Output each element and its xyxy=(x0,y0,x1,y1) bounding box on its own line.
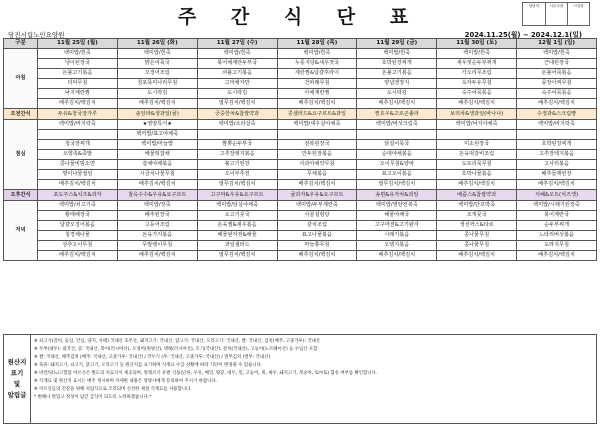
col-header-day: 12월 1일 (일) xyxy=(517,39,597,49)
menu-cell: 찰옥수수&우유&요구르트 xyxy=(117,190,197,201)
meal-row xyxy=(4,150,597,160)
meal-row xyxy=(4,120,597,130)
menu-cell: 배추김치/백김치 xyxy=(517,251,597,261)
menu-cell: 소고기뭇국 xyxy=(197,211,277,221)
menu-cell: 백미밥/단호박죽 xyxy=(437,201,517,211)
menu-cell: 달걀오징어볶음 xyxy=(38,221,118,231)
meal-category-label: 저녁 xyxy=(4,201,38,261)
menu-cell: 닭설어묵국 xyxy=(357,140,437,150)
menu-cell xyxy=(517,130,597,140)
menu-cell: 돈육찜&새우볶음 xyxy=(197,221,277,231)
menu-cell: 생선까스&타르 xyxy=(437,221,517,231)
menu-cell: 백미밥/흰죽 xyxy=(38,49,118,59)
menu-cell: 낙지계란찜 xyxy=(38,89,118,99)
menu-cell: 백미밥/두부계란죽 xyxy=(277,201,357,211)
meal-category-label: 점심 xyxy=(4,120,38,190)
menu-cell: 호박된장찌개 xyxy=(517,140,597,150)
menu-cell: 송편&유자차&과일 xyxy=(357,190,437,201)
menu-cell: 고추장돼지볶음 xyxy=(197,150,277,160)
menu-cell: 백미밥/쇠고기죽 xyxy=(38,201,118,211)
menu-cell: 과일샐러드 xyxy=(197,241,277,251)
menu-cell: 북어계란국 xyxy=(517,211,597,221)
menu-cell: 백미밥/영양전복죽 xyxy=(357,201,437,211)
menu-cell: 배추김치/백김치 xyxy=(38,180,118,190)
menu-cell: 마늘쫑무침 xyxy=(277,241,357,251)
menu-cell xyxy=(277,130,357,140)
menu-cell: 배추김치/백김치 xyxy=(437,180,517,190)
menu-cell: 고구마&우유&요구르트 xyxy=(197,190,277,201)
meal-row xyxy=(4,79,597,89)
menu-cell: 식혜&오트(치즈캣) xyxy=(517,190,597,201)
menu-cell: 건파래무침 xyxy=(277,79,357,89)
meal-row xyxy=(4,180,597,190)
menu-cell: 무말랭이무침 xyxy=(117,241,197,251)
col-header-category: 구분 xyxy=(4,39,38,49)
menu-cell: 청국장찌개 xyxy=(38,140,118,150)
menu-cell: 계란찜&달걀후라이 xyxy=(277,69,357,79)
meal-category-label: 오후간식 xyxy=(4,190,38,201)
meal-row xyxy=(4,221,597,231)
meal-row xyxy=(4,251,597,261)
menu-body xyxy=(4,49,597,261)
menu-cell: 숙주어묵볶음 xyxy=(437,89,517,99)
menu-cell: 백미밥/낙지야채죽 xyxy=(437,120,517,130)
menu-cell: 백미밥/표고야채죽 xyxy=(117,130,197,140)
menu-cell: 사과야채약무침 xyxy=(277,160,357,170)
notes-label-line: 원산지 xyxy=(7,358,27,366)
menu-cell: 뭉장아찌무침 xyxy=(517,79,597,89)
menu-cell: 배추김치/백김치 xyxy=(517,99,597,109)
menu-cell: 새우젓순두부찌개 xyxy=(437,59,517,69)
menu-cell xyxy=(197,130,277,140)
menu-cell: 백미밥/흰죽 xyxy=(277,49,357,59)
meal-row xyxy=(4,59,597,69)
menu-cell: 명이나물절임 xyxy=(38,170,118,180)
menu-cell: 백미밥/버섯크림죽 xyxy=(357,120,437,130)
menu-cell: 열무김치/백김치 xyxy=(197,99,277,109)
menu-cell: 배추김치/백김치 xyxy=(357,99,437,109)
notes-label-line: 표기 xyxy=(10,369,24,377)
menu-cell: 미소된장국 xyxy=(437,140,517,150)
menu-cell: 도시락김 xyxy=(197,89,277,99)
menu-cell: 백미밥/바지락죽 xyxy=(517,120,597,130)
meal-row xyxy=(4,140,597,150)
menu-cell: 오향족&족발 xyxy=(38,150,118,160)
menu-cell: 돈육가지볶음 xyxy=(117,231,197,241)
menu-cell: 쇠불고기볶음 xyxy=(197,69,277,79)
menu-cell: 도시락김 xyxy=(357,89,437,99)
menu-cell: 배추김치/백김치 xyxy=(117,251,197,261)
menu-cell: 배추김치/백김치 xyxy=(38,251,118,261)
meal-row xyxy=(4,49,597,59)
menu-cell: 콩샐러드&요구르트&과일 xyxy=(277,109,357,120)
snack-row xyxy=(4,190,597,201)
menu-cell: 배추김치/백김치 xyxy=(357,251,437,261)
menu-cell: 배추김치/백김치 xyxy=(437,251,517,261)
note-line: ※ 식재료 및 원산지 표시는 매주 게시하며 자세한 내용은 영양사에게 문의하여 주시기 바랍니다. xyxy=(34,379,217,384)
col-header-day: 11월 25일 (월) xyxy=(38,39,118,49)
menu-cell: 청경채나물 xyxy=(38,231,118,241)
menu-cell: 황태해장국 xyxy=(38,211,118,221)
note-line: * 변해나 맛있고 정성이 담긴 급식이 되도록 노력하겠습니다.* xyxy=(34,395,152,400)
menu-cell: 잡채야채볶음 xyxy=(117,160,197,170)
menu-cell: 찐호우&고르곤졸라 xyxy=(357,109,437,120)
menu-cell: 호박나물볶음 xyxy=(437,170,517,180)
menu-cell: 배추된장국 xyxy=(117,211,197,221)
menu-cell: 콩나물무침 xyxy=(437,231,517,241)
menu-cell: 배추김치/백김치 xyxy=(277,180,357,190)
menu-cell: 배추김치/백김치 xyxy=(437,99,517,109)
menu-cell: 배즙스&찹쌀약과 xyxy=(437,190,517,201)
col-header-day: 11월 26일 (화) xyxy=(117,39,197,49)
menu-cell: 가오리무조림 xyxy=(437,69,517,79)
meal-row xyxy=(4,170,597,180)
menu-cell: 백미밥/흰죽 xyxy=(357,49,437,59)
snack-row xyxy=(4,109,597,120)
menu-cell: 열무김치/백김치 xyxy=(197,251,277,261)
menu-cell: 포도주스&치즈&과자 xyxy=(38,190,118,201)
menu-cell xyxy=(357,130,437,140)
menu-cell: 무채볶음 xyxy=(277,170,357,180)
menu-cell: 냉이된장국 xyxy=(38,59,118,69)
menu-cell: 백미밥/흰죽 xyxy=(117,49,197,59)
menu-cell: 백미밥/마늘밥 xyxy=(117,140,197,150)
menu-cell: 청포묵미나리무침 xyxy=(117,79,197,89)
meal-category-label: 오전간식 xyxy=(4,109,38,120)
col-header-day: 11월 27일 (수) xyxy=(197,39,277,49)
meal-row xyxy=(4,99,597,109)
menu-cell: 만두된장볶음 xyxy=(277,150,357,160)
menu-cell: 아채계란찜 xyxy=(277,89,357,99)
menu-cell: 시래기볶음 xyxy=(357,231,437,241)
menu-cell: 사골설렁탕 xyxy=(277,211,357,221)
menu-cell: 북어채계란두부국 xyxy=(197,59,277,69)
menu-cell: 도시락김 xyxy=(117,89,197,99)
menu-cell: 오뎅지볶음 xyxy=(357,241,437,251)
note-line: ※ 두부(대두): 외국산, 콩: 국내산, 북어(러시아산), 오징어(원양산), 명태(러시아산), 조기(국내산), 갈치(국내산), 고등어(노르웨이산) 등 수입산 포함 xyxy=(34,347,318,352)
menu-cell: 짬뽕순두부국 xyxy=(197,140,277,150)
table-header-row xyxy=(4,39,597,49)
menu-cell: ★영양특식★ xyxy=(117,120,197,130)
menu-cell: 불고기된장 xyxy=(197,160,277,170)
menu-cell: 배추김치/백김치 xyxy=(277,99,357,109)
menu-cell: 갈치조림 xyxy=(277,221,357,231)
col-header-day: 11월 28일 (목) xyxy=(277,39,357,49)
menu-cell: 백미밥/흰죽 xyxy=(517,49,597,59)
menu-cell: 백미밥/시래기된장죽 xyxy=(517,201,597,211)
menu-cell: 오징어조림 xyxy=(117,69,197,79)
menu-cell: 도라지무침 xyxy=(517,241,597,251)
menu-cell: 표고오이볶음 xyxy=(357,170,437,180)
menu-cell: 열무김치/백김치 xyxy=(197,180,277,190)
meal-category-label: 아침 xyxy=(4,49,38,109)
approval-staff: 담당자 xyxy=(528,4,540,8)
menu-cell: 열무김치/백김치 xyxy=(357,180,437,190)
menu-cell: 숙주어묵볶음 xyxy=(517,89,597,99)
menu-cell: 백미밥/흰죽 xyxy=(437,49,517,59)
menu-cell: 궁중한차&찹쌀약과 xyxy=(197,109,277,120)
menu-cell: 순대야채볶음 xyxy=(357,150,437,160)
note-line: ※ 쇠고기(갈비, 등심, 안심, 양지, 사태) 국내산 호주산, 돼지고기: 국내산, 닭고기: 국내산, 오리고기: 국내산, 쌀: 국내산, 김치(배추, 고춧가루): 국내산 xyxy=(34,339,321,344)
meal-row xyxy=(4,201,597,211)
menu-cell: 솔앙파&생과일(귤) xyxy=(117,109,197,120)
menu-cell: 해물야채국 xyxy=(357,211,437,221)
menu-cell: 백미밥/바지락죽 xyxy=(38,120,118,130)
menu-cell: 도토리묵무침 xyxy=(437,160,517,170)
note-line: ※ 육류: 돼지고기, 쇠고기, 닭고기, 오리고기 등 원산지를 표기하며 식재료 수급 상황에 따라 식단이 변경될 수 있습니다. xyxy=(34,363,263,368)
menu-cell: 시금치나물무침 xyxy=(117,170,197,180)
menu-cell: 백미밥/닭살야채죽 xyxy=(197,201,277,211)
meal-row xyxy=(4,241,597,251)
col-header-day: 11월 29일 (금) xyxy=(357,39,437,49)
approval-director: 시설장 xyxy=(567,3,589,25)
menu-cell: 옥자두유무침 xyxy=(437,79,517,89)
facility-name: 당진시립노인요양원 xyxy=(8,31,65,39)
note-line: ※ 쌀: 국내산, 배추김치 (배추: 국내산, 고춧가루: 국내산) / 깍두기 (무: 국내산, 고춧가루: 국내산) / 열무김치 (열무: 국내산) xyxy=(34,355,271,360)
menu-cell: 해물완자전&해물 xyxy=(197,231,277,241)
notes-label xyxy=(4,335,31,423)
menu-cell: 오이무침&양파 xyxy=(357,160,437,170)
notes-section xyxy=(3,334,597,424)
col-header-day: 11월 30일 (토) xyxy=(437,39,517,49)
menu-cell: 고추장돼지볶음 xyxy=(517,150,597,160)
menu-cell: 조개뭇국 xyxy=(437,211,517,221)
menu-cell: 맑은어묵국 xyxy=(117,59,197,69)
meal-row xyxy=(4,160,597,170)
menu-cell: 귤과자&우유&요구르트 xyxy=(277,190,357,201)
menu-cell: 백미밥/새우살야채죽 xyxy=(277,120,357,130)
menu-cell: 수정과&스크림빵 xyxy=(517,109,597,120)
meal-row xyxy=(4,69,597,79)
menu-cell: 근대된장국 xyxy=(517,59,597,69)
meal-row xyxy=(4,211,597,221)
notes-label-line: 및 xyxy=(13,380,21,388)
menu-cell: 느타리버섯볶음 xyxy=(517,231,597,241)
menu-cell: 순두부찌개 xyxy=(517,221,597,231)
menu-cell: 호박된장찌개 xyxy=(357,59,437,69)
menu-cell xyxy=(38,130,118,140)
approval-box xyxy=(522,2,590,26)
menu-cell: 고등어조림 xyxy=(117,221,197,231)
notes-label-line: 알림글 xyxy=(7,391,27,399)
menu-cell: 전복된장국 xyxy=(277,140,357,150)
menu-cell: 고사리볶음 xyxy=(517,160,597,170)
menu-cell: 해물떡잡채 xyxy=(117,150,197,160)
menu-cell: 돈육떡갈비조림 xyxy=(437,150,517,160)
menu-cell: 고마채자반 xyxy=(197,79,277,89)
menu-cell: 양념엔장지 xyxy=(357,79,437,89)
menu-cell xyxy=(437,130,517,140)
menu-cell: 배추들깨된장 xyxy=(517,170,597,180)
menu-cell: 보리차&생과일(바나나) xyxy=(437,109,517,120)
meal-row xyxy=(4,231,597,241)
menu-cell: 오이부추전 xyxy=(197,170,277,180)
menu-cell: 돈불어묵볶음 xyxy=(517,69,597,79)
menu-cell: 더덕무침 xyxy=(38,79,118,89)
menu-cell: 배추김치/백김치 xyxy=(277,251,357,261)
note-line: ※ 어르신들의 건강을 위해 저염식으로 조리되며 신선한 제철 식재료를 사용합니다. xyxy=(34,387,192,392)
menu-cell: 배추김치/백김치 xyxy=(117,99,197,109)
menu-cell: 배추김치/백김치 xyxy=(517,180,597,190)
weekly-menu-table xyxy=(3,38,597,261)
menu-cell: 백미밥/흰죽 xyxy=(197,49,277,59)
menu-period: 2024.11.25(월) ~ 2024.12.1(일) xyxy=(464,31,582,39)
meal-row xyxy=(4,89,597,99)
approval-secretary: 사무국장 xyxy=(545,3,567,25)
menu-cell: 콩나물비빔소면 xyxy=(38,160,118,170)
menu-cell: 돈불고기볶음 xyxy=(357,69,437,79)
menu-cell: 백미밥/잣죽 xyxy=(117,201,197,211)
notes-body xyxy=(34,338,592,402)
page-title: 주 간 식 단 표 xyxy=(177,6,423,28)
menu-cell: 배추김치/백김치 xyxy=(38,99,118,109)
note-line: ※ 비만/당뇨/고혈압 어르신은 별도의 치료식이 제공되며, 알레르기 유발 식품(난류, 우유, 메밀, 땅콩, 대두, 밀, 고등어, 게, 새우, 돼지고기, 복숭아, 토마토) 함유 여부를 확인합니다. xyxy=(34,371,378,376)
menu-cell: 돈불고기볶음 xyxy=(38,69,118,79)
meal-row xyxy=(4,130,597,140)
menu-cell: 배추김치/백김치 xyxy=(117,180,197,190)
menu-cell: 고구마전&고기완자 xyxy=(357,221,437,231)
menu-cell: 누룽지탕&새우젓국 xyxy=(277,59,357,69)
menu-cell: 상추오이무침 xyxy=(38,241,118,251)
menu-cell: 표고나물볶음 xyxy=(277,231,357,241)
menu-cell: 콩나물무침 xyxy=(437,241,517,251)
menu-cell: 백미밥/소라살죽 xyxy=(197,120,277,130)
menu-cell: 두유&청국장가루 xyxy=(38,109,118,120)
